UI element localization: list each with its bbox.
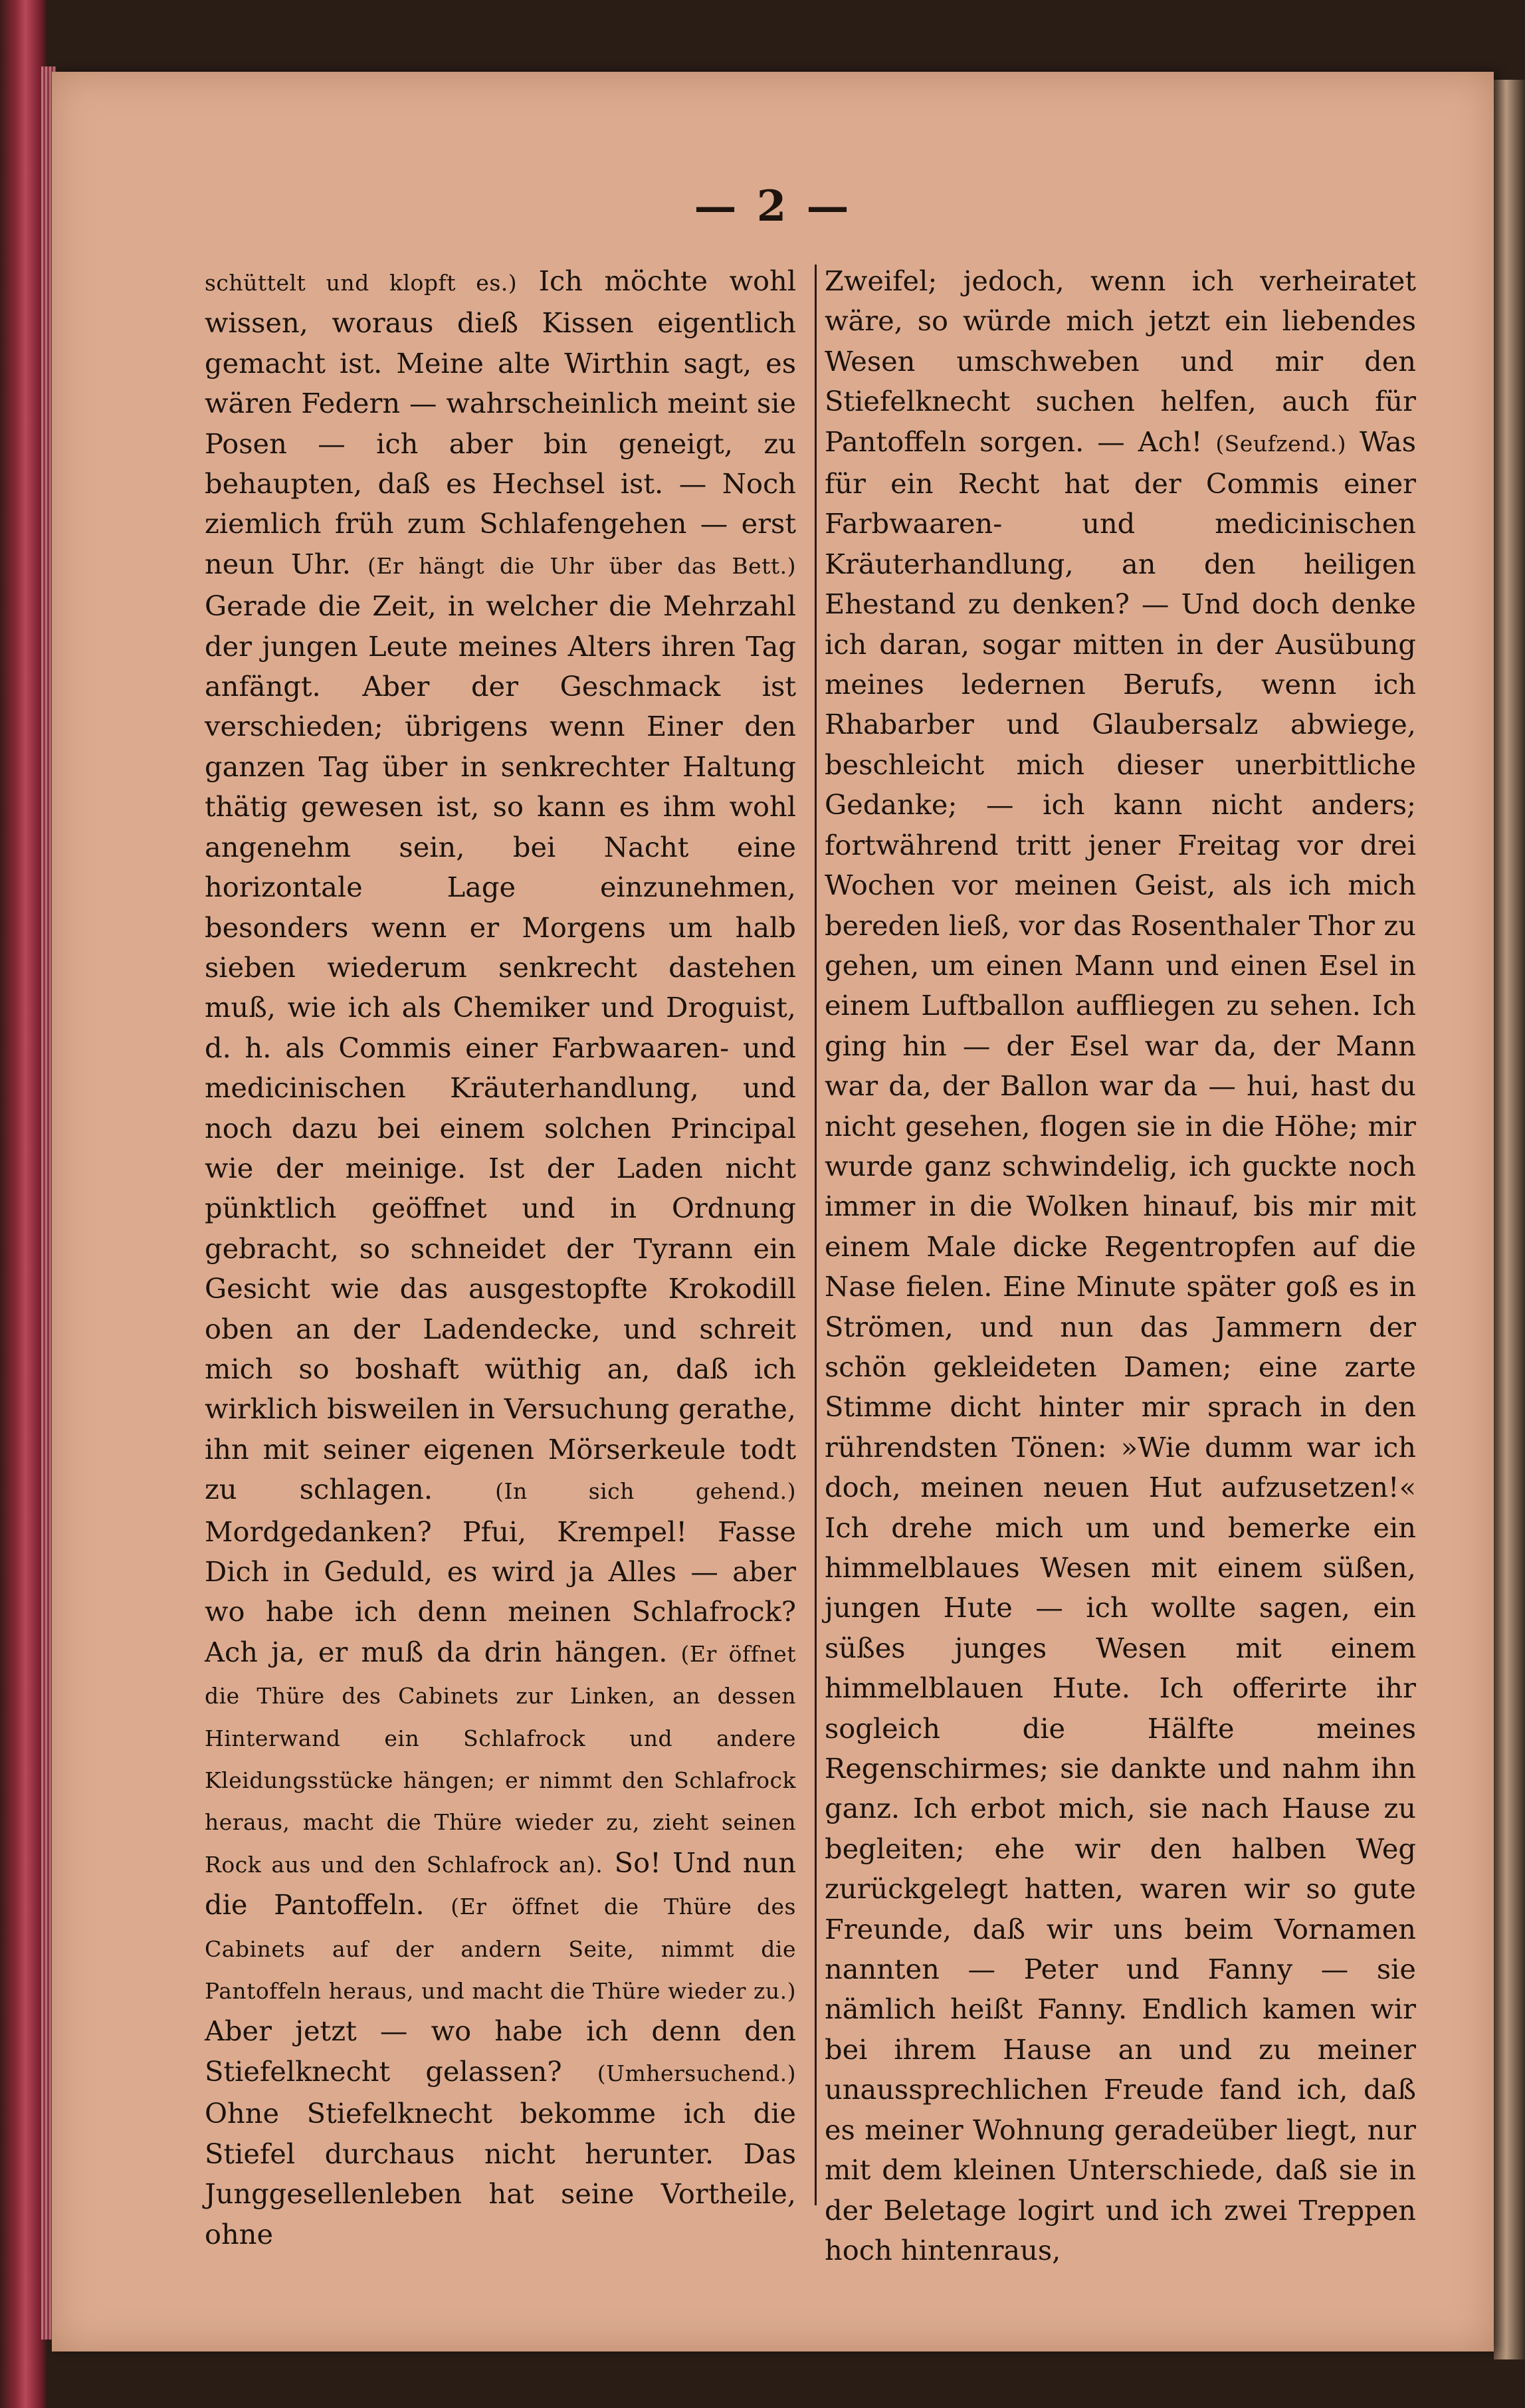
dialogue-text: Was für ein Recht hat der Commis einer Farbwaaren- und medicinischen Kräuterhandlung, an den heiligen Ehestand zu denken? — Und doch denke ich daran, sogar mitten in der Ausübung meines ledernen Berufs, wenn ich Rhabarber und Glaubersalz abwiege, beschleicht mich dieser unerbittliche Gedanke; — ich kann nicht anders; fortwährend tritt jener Freitag vor drei Wochen vor meinen Geist, als ich mich bereden ließ, vor das Rosenthaler Thor zu gehen, um einen Mann und einen Esel in einem Luftballon auffliegen zu sehen. Ich ging hin — der Esel war da, der Mann war da, der Ballon war da — hui, hast du nicht gesehen, flogen sie in die Höhe; mir wurde ganz schwindelig, ich guckte noch immer in die Wolken hinauf, bis mir mit einem Male dicke Regentropfen auf die Nase fielen. Eine Minute später goß es in Strömen, und nun das Jammern der schön gekleideten Damen; eine zarte Stimme dicht hinter mir sprach in den rührendsten Tönen: »Wie dumm war ich doch, meinen neuen Hut aufzusetzen!« Ich drehe mich um und bemerke ein himmelblaues Wesen mit einem süßen, jungen Hute — ich wollte sagen, ein süßes junges Wesen mit einem himmelblauen Hute. Ich offerirte ihr sogleich die Hälfte meines Regenschirmes; sie dankte und nahm ihn ganz. Ich erbot mich, sie nach Hause zu begleiten; ehe wir den halben Weg zurückgelegt hatten, waren wir so gute Freunde, daß wir uns beim Vornamen nannten — Peter und Fanny — sie nämlich heißt Fanny. Endlich kamen wir bei ihrem Hause an und zu meiner unaussprechlichen Freude fand ich, daß es meiner Wohnung geradeüber liegt, nur mit dem kleinen Unterschiede, daß sie in der Beletage logirt und ich zwei Treppen hoch hintenraus,: [825, 425, 1416, 2266]
stage-direction: (Er öffnet die Thüre des Cabinets zur Linken, an dessen Hinterwand ein Schlafrock und andere Kleidungsstücke hängen; er nimmt den Schlafrock heraus, macht die Thüre wieder zu, zieht seinen Rock aus und den Schlafrock an).: [205, 1640, 796, 1878]
right-column: [825, 261, 1416, 2266]
book-page: [52, 72, 1494, 2352]
dialogue-text: So! Und nun die Pantoffeln.: [205, 1846, 796, 1921]
stage-direction: (In sich gehend.): [495, 1478, 796, 1505]
book-binding: [0, 0, 47, 2408]
dialogue-text: Ohne Stiefelknecht bekomme ich die Stiefel durchaus nicht herunter. Das Junggesellenleben hat seine Vortheile, ohne: [205, 2097, 796, 2250]
right-column-text: [825, 261, 1416, 2270]
stage-direction: schüttelt und klopft es.): [205, 270, 518, 296]
dialogue-text: Zweifel; jedoch, wenn ich verheiratet wäre, so würde mich jetzt ein liebendes Wesen umschweben und mir den Stiefelknecht suchen helfen, auch für Pantoffeln sorgen. — Ach!: [825, 265, 1416, 458]
page-stack-edge: [1494, 80, 1525, 2359]
page-number: — 2 —: [694, 181, 852, 231]
stage-direction: (Umhersuchend.): [597, 2060, 796, 2086]
dialogue-text: Mordgedanken? Pfui, Krempel! Fasse Dich in Geduld, es wird ja Alles — aber wo habe ich denn meinen Schlafrock? Ach ja, er muß da drin hängen.: [205, 1515, 796, 1668]
dialogue-text: Ich möchte wohl wissen, woraus dieß Kissen eigentlich gemacht ist. Meine alte Wirthin sagt, es wären Federn — wahrscheinlich meint sie Posen — ich aber bin geneigt, zu behaupten, daß es Hechsel ist. — Noch ziemlich früh zum Schlafengehen — erst neun Uhr.: [205, 265, 796, 580]
dialogue-text: Gerade die Zeit, in welcher die Mehrzahl der jungen Leute meines Alters ihren Tag anfängt. Aber der Geschmack ist verschieden; übrigens wenn Einer den ganzen Tag über in senkrechter Haltung thätig gewesen ist, so kann es ihm wohl angenehm sein, bei Nacht eine horizontale Lage einzunehmen, besonders wenn er Morgens um halb sieben wiederum senkrecht dastehen muß, wie ich als Chemiker und Droguist, d. h. als Commis einer Farbwaaren- und medicinischen Kräuterhandlung, und noch dazu bei einem solchen Principal wie der meinige. Ist der Laden nicht pünktlich geöffnet und in Ordnung gebracht, so schneidet der Tyrann ein Gesicht wie das ausgestopfte Krokodill oben an der Ladendecke, und schreit mich so boshaft wüthig an, daß ich wirklich bisweilen in Versuchung gerathe, ihn mit seiner eigenen Mörserkeule todt zu schlagen.: [205, 590, 796, 1506]
dialogue-text: Aber jetzt — wo habe ich denn den Stiefelknecht gelassen?: [205, 2015, 796, 2088]
column-divider: [815, 265, 817, 2205]
left-column: [205, 261, 796, 2250]
stage-direction: (Er hängt die Uhr über das Bett.): [367, 552, 796, 579]
left-column-text: [205, 261, 796, 2254]
stage-direction: (Er öffnet die Thüre des Cabinets auf der andern Seite, nimmt die Pantoffeln heraus, und macht die Thüre wieder zu.): [205, 1894, 796, 2005]
stage-direction: (Seufzend.): [1215, 430, 1346, 457]
